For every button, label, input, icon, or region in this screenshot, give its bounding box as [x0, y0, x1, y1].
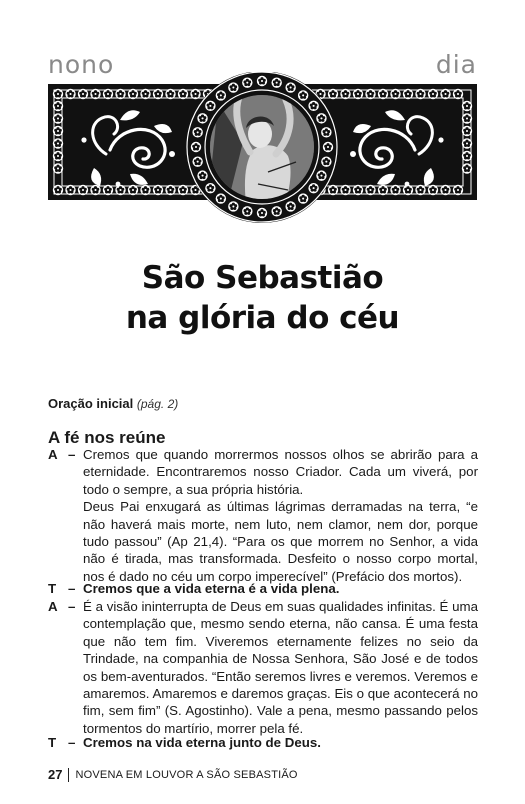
border-flower-icon: [328, 185, 338, 195]
reading-all-1: [48, 580, 478, 597]
border-flower-icon: [462, 126, 472, 136]
page-number: 27: [48, 767, 63, 782]
border-flower-icon: [257, 76, 267, 86]
border-flower-icon: [321, 156, 331, 166]
reading-all-2: [48, 734, 478, 751]
border-flower-icon: [53, 163, 63, 173]
speaker-dash: –: [68, 581, 76, 596]
title-line-1: São Sebastião: [141, 260, 384, 296]
reading-leader-2: [48, 598, 478, 737]
reading-text: Deus Pai enxugará as últimas lágrimas derramadas na terra, “e não haverá mais morte, nem luto, nem clamor, nem dor, porque tudo passou” (Ap 21,4). “Para os que morrem no Senhor, a vida não é tirada, mas transformada. Desfeito o nosso corpo mortal, nos é dado no céu um corpo imperecível” (Prefácio dos mortos).: [83, 499, 478, 584]
border-flower-icon: [462, 113, 472, 123]
border-flower-icon: [378, 185, 388, 195]
border-flower-icon: [78, 89, 88, 99]
opening-prayer: [48, 396, 178, 411]
border-flower-icon: [228, 82, 238, 92]
border-flower-icon: [308, 101, 318, 111]
border-flower-icon: [353, 89, 363, 99]
border-flower-icon: [197, 170, 207, 180]
border-flower-icon: [242, 206, 252, 216]
border-flower-icon: [140, 89, 150, 99]
border-flower-icon: [428, 89, 438, 99]
page-footer: [48, 767, 298, 782]
border-flower-icon: [53, 89, 63, 99]
border-flower-icon: [165, 185, 175, 195]
header-word-left: nono: [48, 50, 115, 79]
speaker-dash: –: [68, 599, 76, 614]
border-flower-icon: [453, 89, 463, 99]
speaker-label: A: [48, 447, 58, 462]
border-flower-icon: [403, 185, 413, 195]
section-title: A fé nos reúne: [48, 428, 166, 447]
border-flower-icon: [462, 138, 472, 148]
border-flower-icon: [115, 89, 125, 99]
border-flower-icon: [53, 113, 63, 123]
border-flower-icon: [328, 89, 338, 99]
opening-prayer-label: Oração inicial: [48, 396, 134, 411]
border-flower-icon: [378, 89, 388, 99]
border-flower-icon: [316, 113, 326, 123]
reading-leader-1: [48, 446, 478, 585]
border-flower-icon: [321, 127, 331, 137]
border-flower-icon: [340, 185, 350, 195]
border-flower-icon: [390, 89, 400, 99]
border-flower-icon: [128, 89, 138, 99]
border-flower-icon: [428, 185, 438, 195]
header-word-right: dia: [435, 50, 477, 79]
border-flower-icon: [53, 138, 63, 148]
border-flower-icon: [298, 90, 308, 100]
border-flower-icon: [190, 89, 200, 99]
footer-divider: [68, 768, 69, 782]
border-flower-icon: [462, 151, 472, 161]
border-flower-icon: [90, 89, 100, 99]
border-flower-icon: [271, 77, 281, 87]
reading-text: Cremos na vida eterna junto de Deus.: [83, 735, 321, 750]
border-flower-icon: [205, 183, 215, 193]
border-flower-icon: [462, 163, 472, 173]
border-flower-icon: [415, 185, 425, 195]
border-flower-icon: [53, 185, 63, 195]
border-flower-icon: [271, 206, 281, 216]
border-flower-icon: [178, 185, 188, 195]
border-flower-icon: [365, 185, 375, 195]
border-flower-icon: [365, 89, 375, 99]
border-flower-icon: [340, 89, 350, 99]
border-flower-icon: [153, 89, 163, 99]
speaker-dash: –: [68, 735, 76, 750]
border-flower-icon: [128, 185, 138, 195]
border-flower-icon: [165, 89, 175, 99]
border-flower-icon: [390, 185, 400, 195]
border-flower-icon: [178, 89, 188, 99]
book-title: NOVENA EM LOUVOR A SÃO SEBASTIÃO: [75, 768, 298, 781]
border-flower-icon: [228, 201, 238, 211]
border-flower-icon: [216, 193, 226, 203]
border-flower-icon: [103, 185, 113, 195]
border-flower-icon: [197, 113, 207, 123]
speaker-label: T: [48, 581, 57, 596]
border-flower-icon: [53, 151, 63, 161]
border-flower-icon: [462, 101, 472, 111]
border-flower-icon: [323, 142, 333, 152]
speaker-dash: –: [68, 447, 76, 462]
border-flower-icon: [440, 185, 450, 195]
border-flower-icon: [191, 142, 201, 152]
border-flower-icon: [242, 77, 252, 87]
border-flower-icon: [403, 89, 413, 99]
reading-text: Cremos que a vida eterna é a vida plena.: [83, 581, 340, 596]
speaker-label: A: [48, 599, 58, 614]
border-flower-icon: [103, 89, 113, 99]
border-flower-icon: [90, 185, 100, 195]
border-flower-icon: [53, 101, 63, 111]
border-flower-icon: [65, 89, 75, 99]
reading-text: É a visão ininterrupta de Deus em suas qualidades infinitas. É uma contemplação que, mesmo sendo eterna, não cansa. É uma festa que não tem fim. Viveremos eternamente felizes no seio da Trindade, na companhia de Nossa Senhora, São José e de todos os bem-aventurados. “Então seremos livres e veremos. Veremos e amaremos. Amaremos e daremos graças. Eis o que acontecerá no fim, sem fim” (S. Agostinho). Vale a pena, mesmo passando pelos tormentos do martírio, morrer pela fé.: [83, 599, 478, 736]
border-flower-icon: [257, 208, 267, 218]
border-flower-icon: [353, 185, 363, 195]
border-flower-icon: [316, 170, 326, 180]
border-flower-icon: [298, 193, 308, 203]
saint-banner-illustration: [48, 72, 477, 237]
opening-prayer-ref: (pág. 2): [136, 397, 179, 411]
border-flower-icon: [65, 185, 75, 195]
speaker-label: T: [48, 735, 57, 750]
reading-text: Cremos que quando morrermos nossos olhos se abrirão para a eternidade. Encontraremos nosso Criador. Cada um viverá, por todo o sempre, a sua própria história.: [83, 447, 478, 497]
border-flower-icon: [140, 185, 150, 195]
border-flower-icon: [115, 185, 125, 195]
border-flower-icon: [205, 101, 215, 111]
border-flower-icon: [78, 185, 88, 195]
border-flower-icon: [453, 185, 463, 195]
border-flower-icon: [192, 156, 202, 166]
border-flower-icon: [285, 82, 295, 92]
title-line-2: na glória do céu: [125, 300, 400, 336]
border-flower-icon: [308, 183, 318, 193]
border-flower-icon: [153, 185, 163, 195]
border-flower-icon: [53, 126, 63, 136]
border-flower-icon: [285, 201, 295, 211]
border-flower-icon: [415, 89, 425, 99]
border-flower-icon: [192, 127, 202, 137]
border-flower-icon: [440, 89, 450, 99]
border-flower-icon: [216, 90, 226, 100]
